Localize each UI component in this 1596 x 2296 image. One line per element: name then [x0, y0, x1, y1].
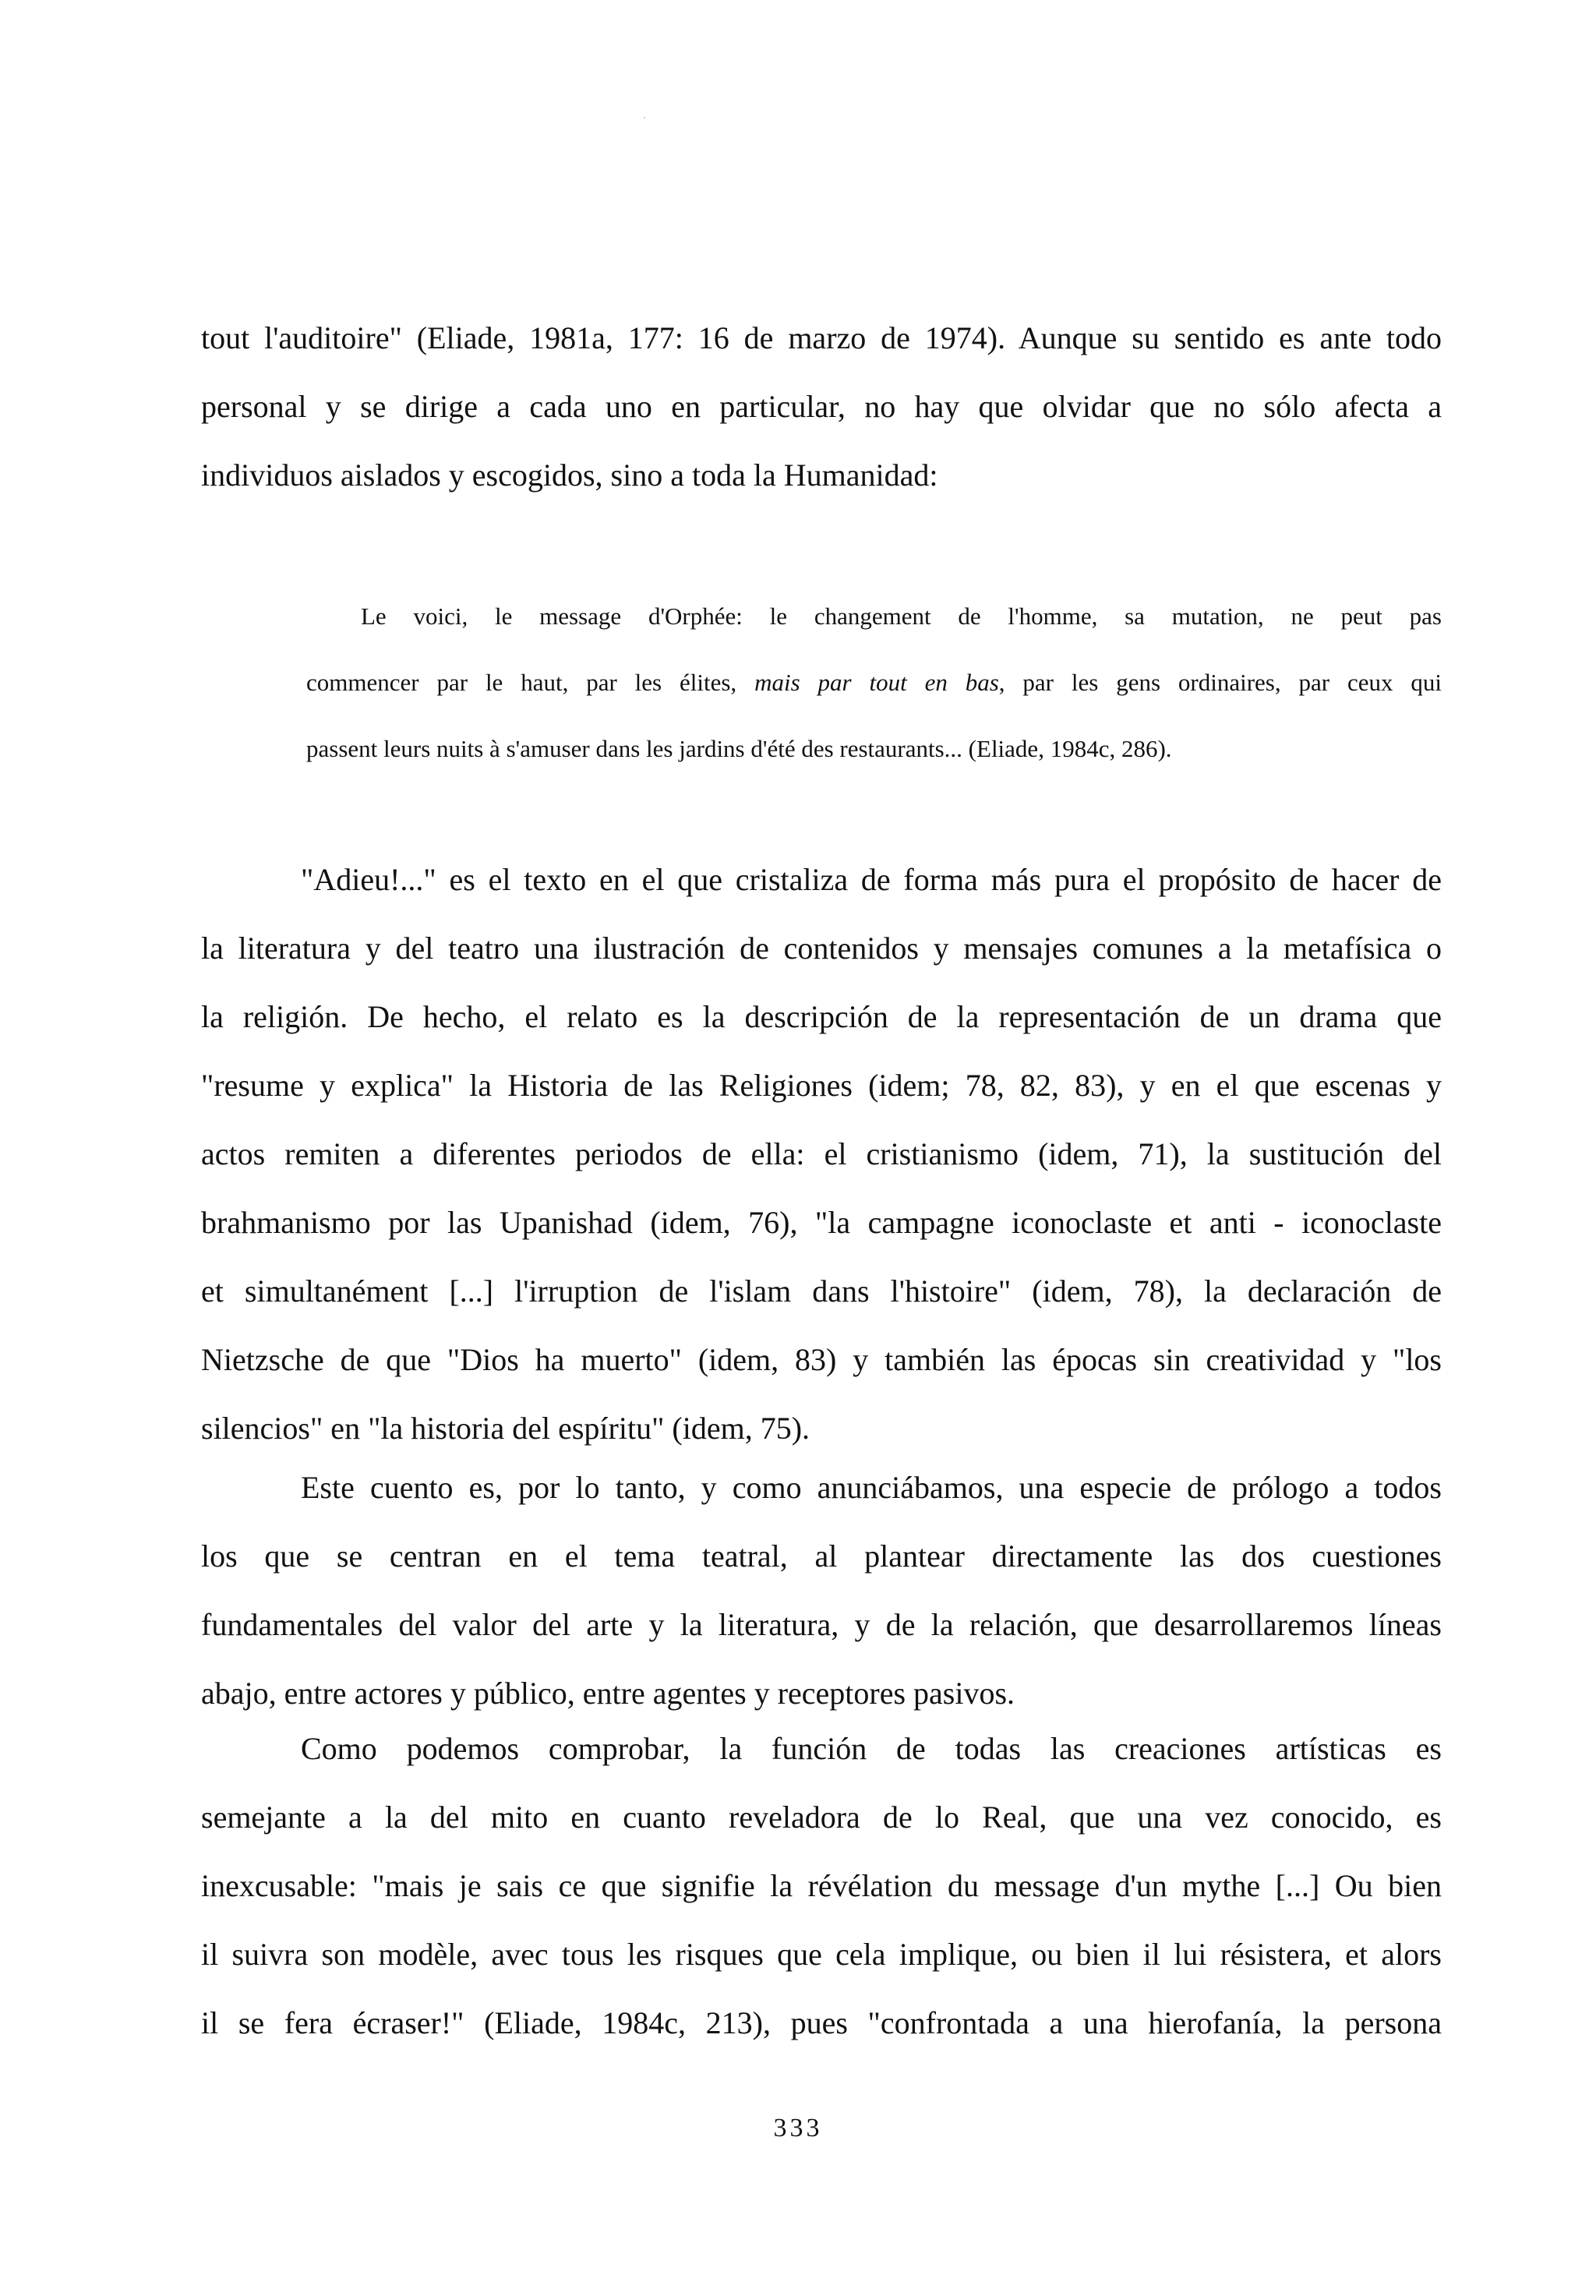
text-line: la literatura y del teatro una ilustración de contenidos y mensajes comunes a la metafísica o: [201, 931, 1442, 966]
text-line: fundamentales del valor del arte y la literatura, y de la relación, que desarrollaremos líneas: [201, 1607, 1442, 1642]
text-line: il suivra son modèle, avec tous les risques que cela implique, ou bien il lui résistera, et alors: [201, 1937, 1442, 1972]
text-line: personal y se dirige a cada uno en particular, no hay que olvidar que no sólo afecta a: [201, 389, 1442, 424]
text-line: Nietzsche de que "Dios ha muerto" (idem, 83) y también las épocas sin creatividad y "los: [201, 1342, 1442, 1377]
text-line: tout l'auditoire" (Eliade, 1981a, 177: 16 de marzo de 1974). Aunque su sentido es ante todo: [201, 320, 1442, 355]
text-line: Como podemos comprobar, la función de todas las creaciones artísticas es: [301, 1731, 1442, 1766]
text-line: brahmanismo por las Upanishad (idem, 76), "la campagne iconoclaste et anti - iconoclaste: [201, 1205, 1442, 1240]
quote-emphasis: mais par tout en bas: [754, 669, 999, 696]
text-line: silencios" en "la historia del espíritu" (idem, 75).: [201, 1411, 810, 1446]
text-line: la religión. De hecho, el relato es la descripción de la representación de un drama que: [201, 999, 1442, 1034]
text-line: "resume y explica" la Historia de las Religiones (idem; 78, 82, 83), y en el que escenas y: [201, 1068, 1442, 1103]
quote-text: , par les gens ordinaires, par ceux qui: [998, 669, 1442, 696]
text-line: et simultanément [...] l'irruption de l'islam dans l'histoire" (idem, 78), la declaración de: [201, 1273, 1442, 1309]
text-line: il se fera écraser!" (Eliade, 1984c, 213), pues "confrontada a una hierofanía, la persona: [201, 2005, 1442, 2040]
text-line: semejante a la del mito en cuanto reveladora de lo Real, que una vez conocido, es: [201, 1800, 1442, 1835]
block-quote: [306, 583, 1442, 782]
paragraph-comprobar: [201, 1715, 1442, 2058]
quote-line: [306, 649, 1442, 715]
intro-paragraph: [201, 304, 1442, 510]
text-line: abajo, entre actores y público, entre agentes y receptores pasivos.: [201, 1676, 1015, 1711]
text-line: "Adieu!..." es el texto en el que cristaliza de forma más pura el propósito de hacer de: [301, 862, 1442, 897]
quote-text: commencer par le haut, par les élites,: [306, 669, 755, 696]
quote-line: passent leurs nuits à s'amuser dans les jardins d'été des restaurants... (Eliade, 1984c, 286).: [306, 735, 1172, 762]
text-line: actos remiten a diferentes periodos de ella: el cristianismo (idem, 71), la sustitución del: [201, 1136, 1442, 1171]
text-line: los que se centran en el tema teatral, al plantear directamente las dos cuestiones: [201, 1538, 1442, 1574]
text-line: individuos aislados y escogidos, sino a toda la Humanidad:: [201, 457, 938, 493]
page-number: 333: [773, 2114, 823, 2142]
scan-speck: [644, 117, 645, 118]
quote-line: Le voici, le message d'Orphée: le changement de l'homme, sa mutation, ne peut pas: [361, 602, 1442, 630]
paragraph-cuento: [201, 1454, 1442, 1728]
text-line: inexcusable: "mais je sais ce que signifie la révélation du message d'un mythe [...] Ou bien: [201, 1868, 1442, 1903]
paragraph-adieu: [201, 846, 1442, 1463]
text-line: Este cuento es, por lo tanto, y como anunciábamos, una especie de prólogo a todos: [301, 1470, 1442, 1505]
